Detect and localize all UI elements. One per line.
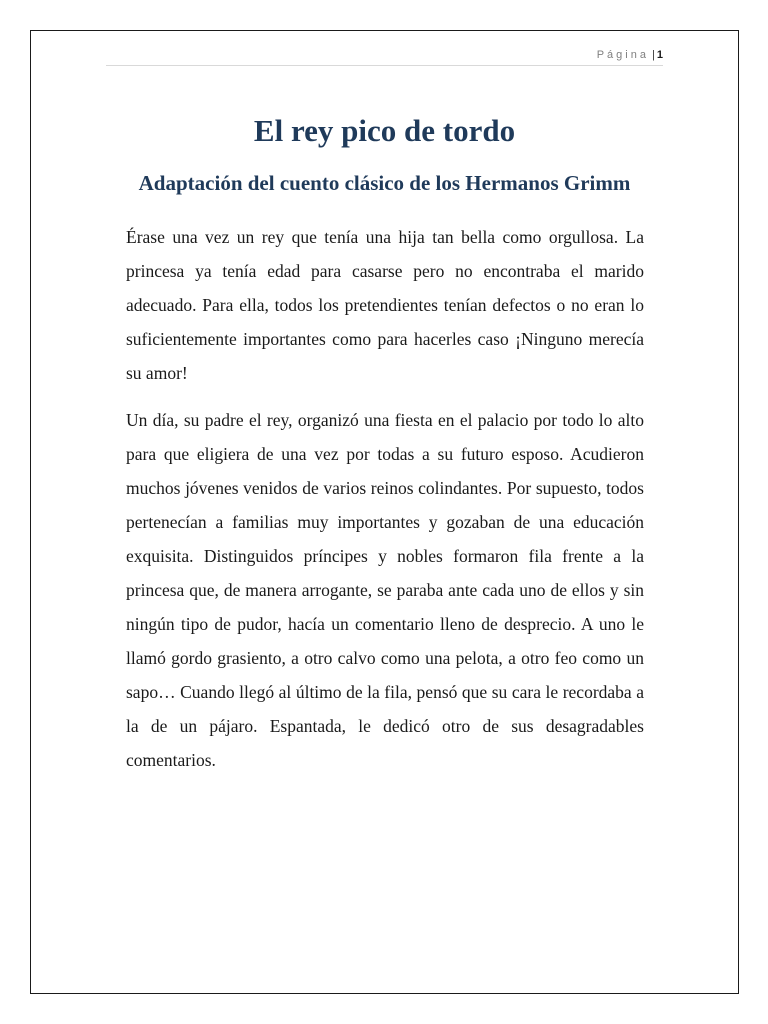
page-label: Página bbox=[596, 49, 649, 61]
document-subtitle: Adaptación del cuento clásico de los Hermanos Grimm bbox=[138, 171, 631, 195]
paragraph: Un día, su padre el rey, organizó una fiesta en el palacio por todo lo alto para que eligiera de una vez por todas a su futuro esposo. Acudieron muchos jóvenes venidos de varios reinos colindantes. Por supuesto, todos pertenecían a familias muy importantes y gozaban de una educación exquisita. Distinguidos príncipes y nobles formaron fila frente a la princesa que, de manera arrogante, se paraba ante cada uno de ellos y sin ningún tipo de pudor, hacía un comentario lleno de desprecio. A uno le llamó gordo grasiento, a otro calvo como una pelota, a otro feo como un sapo… Cuando llegó al último de la fila, pensó que su cara le recordaba a la de un pájaro. Espantada, le dedicó otro de sus desagradables comentarios. bbox=[126, 410, 644, 770]
page-number: 1 bbox=[656, 49, 663, 61]
page-header bbox=[106, 47, 663, 66]
document-title: El rey pico de tordo bbox=[253, 113, 516, 148]
paragraph: Érase una vez un rey que tenía una hija tan bella como orgullosa. La princesa ya tenía edad para casarse pero no encontraba el marido adecuado. Para ella, todos los pretendientes tenían defectos o no eran lo suficientemente importantes como para hacerles caso ¡Ninguno merecía su amor! bbox=[126, 227, 644, 383]
document-body bbox=[126, 220, 644, 790]
document-page bbox=[30, 30, 739, 994]
header-separator: | bbox=[652, 49, 655, 61]
